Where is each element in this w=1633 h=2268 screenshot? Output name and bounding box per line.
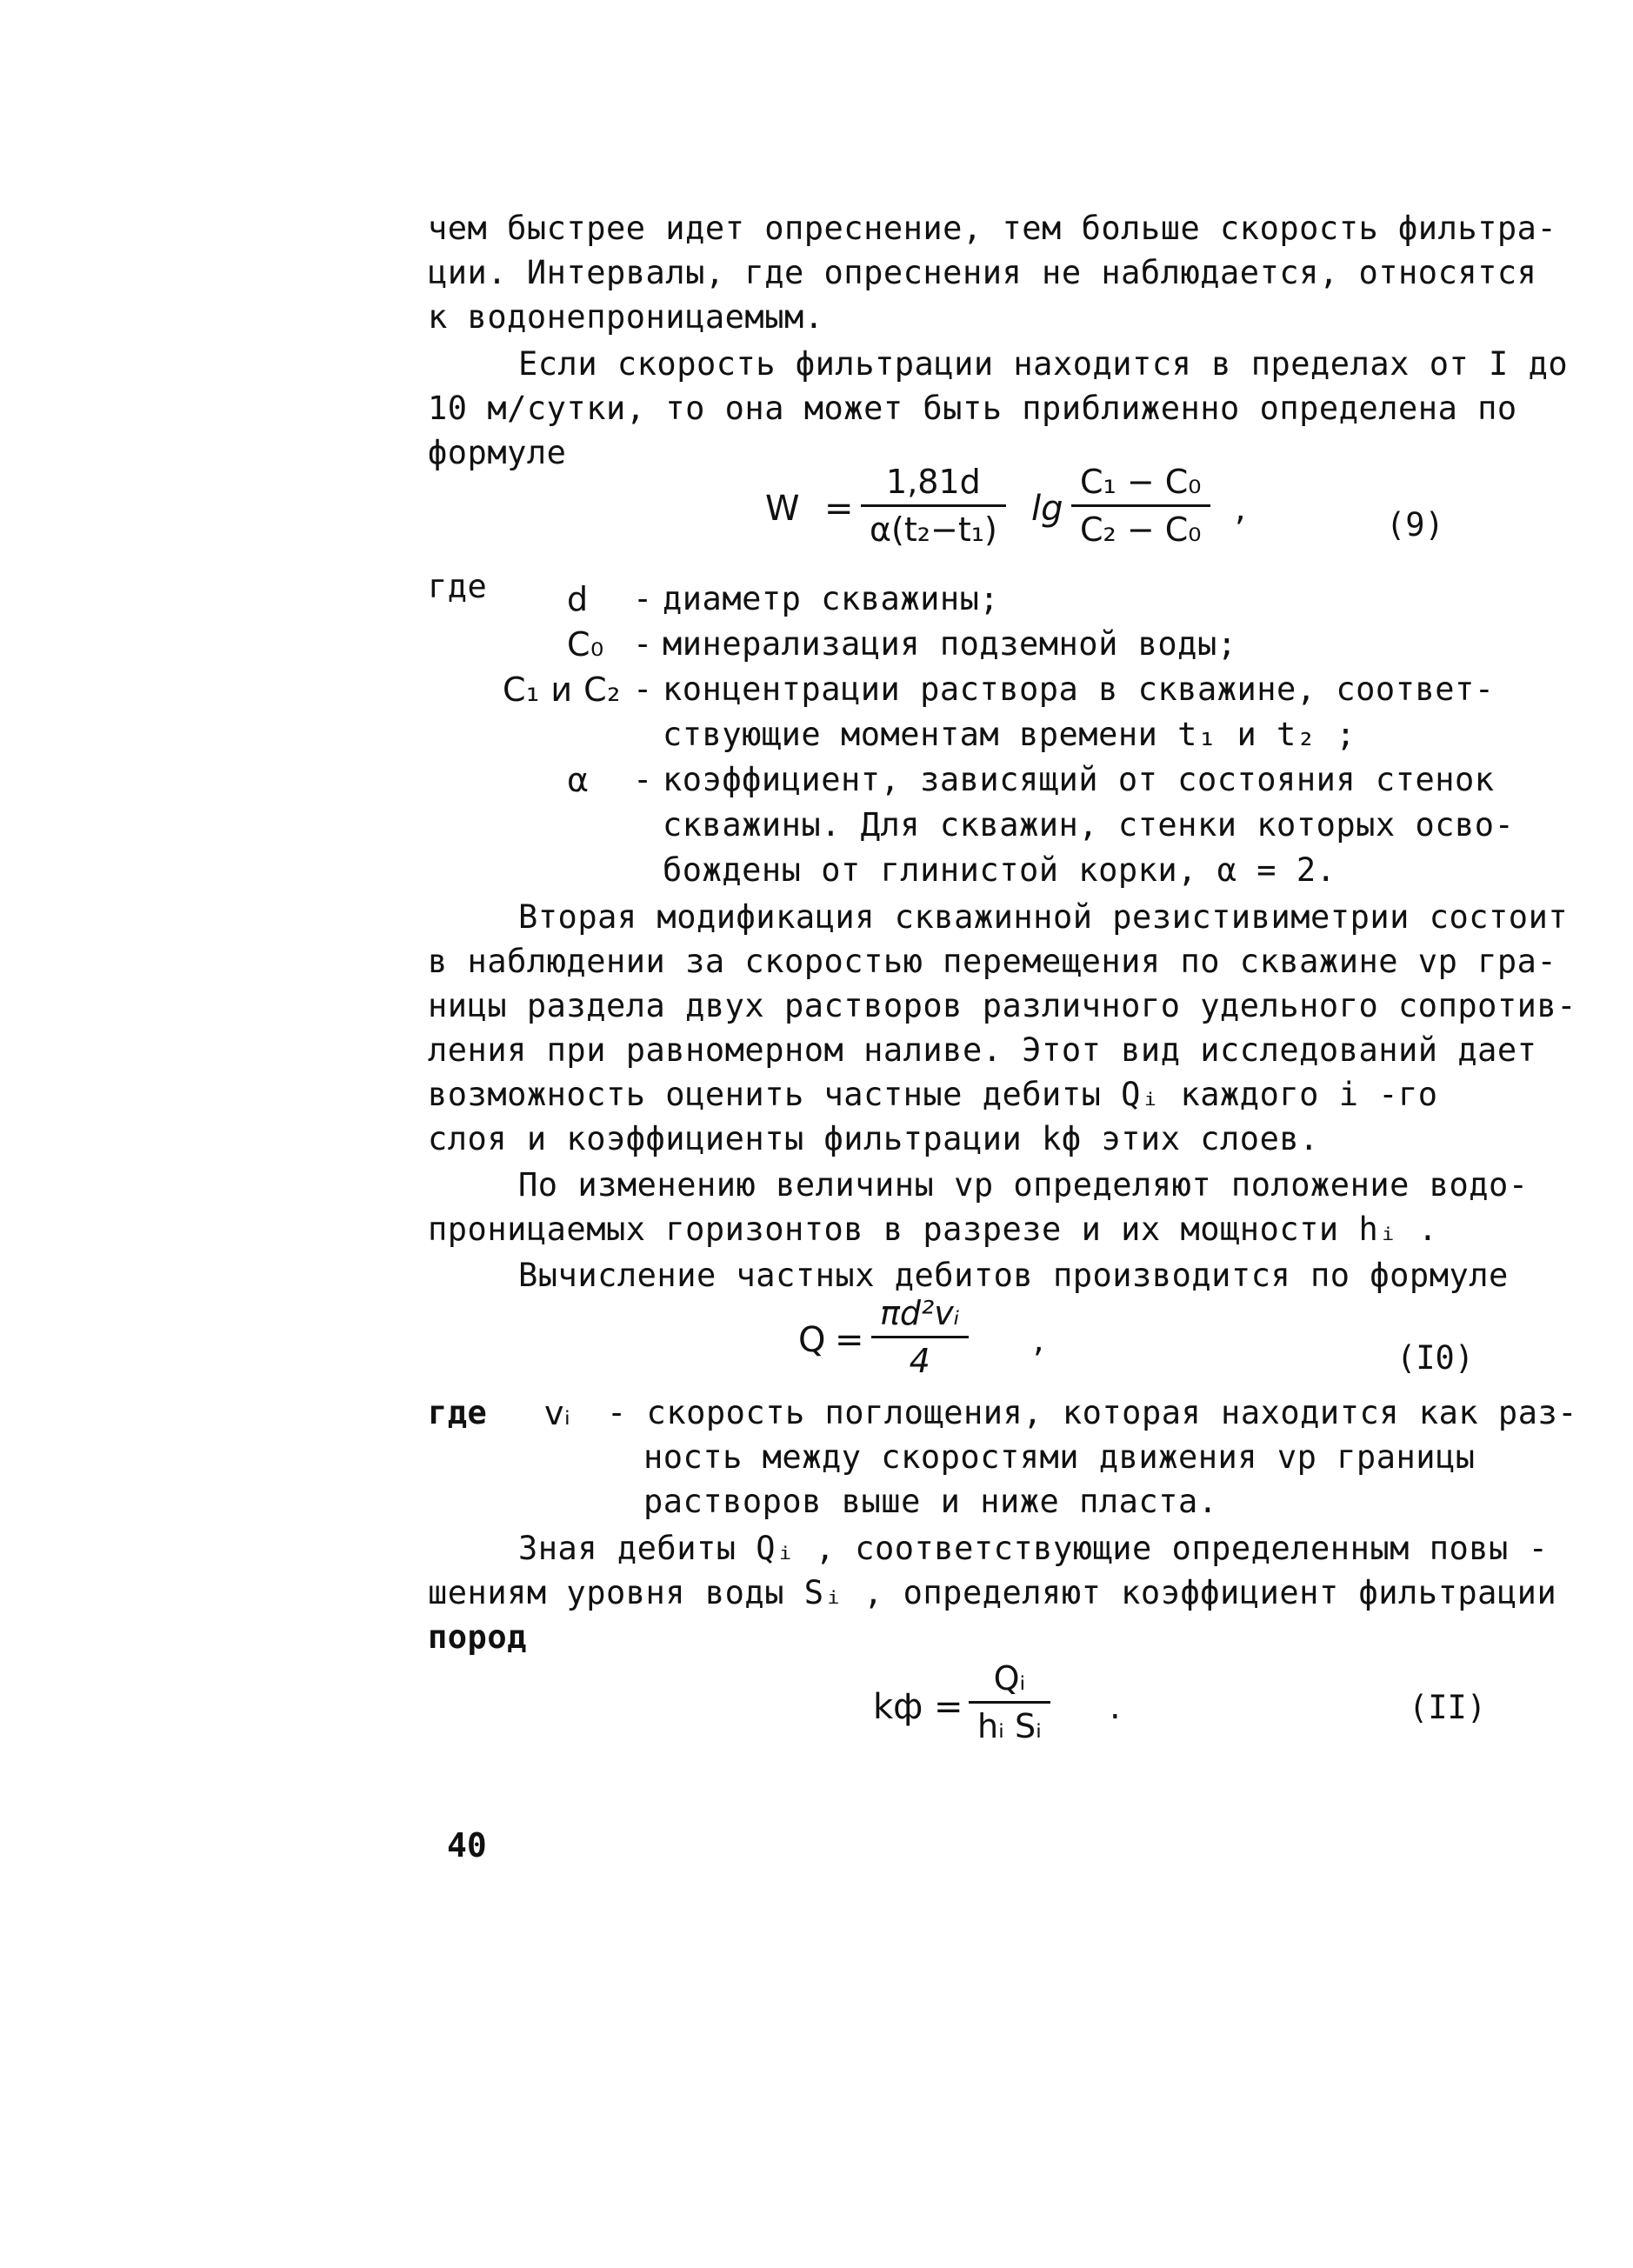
legend-symbol: α [567,761,590,799]
text-line: шениям уровня воды Sᵢ , определяют коэффициент фильтрации [428,1574,1557,1611]
text-line: в наблюдении за скоростью перемещения по скважине vр гра- [428,943,1557,980]
legend-dash: - [633,761,653,798]
formula-fraction [1071,463,1210,549]
formula-fraction [871,1294,969,1380]
formula-trail: . [1110,1687,1121,1727]
text-line: пород [428,1618,527,1656]
formula-trail: , [1235,489,1246,529]
fraction-numerator: Qᵢ [993,1659,1026,1698]
text-line: Зная дебиты Qᵢ , соответствующие определенным повы - [518,1530,1549,1567]
text-line: формуле [428,434,567,471]
text-line: 10 м/сутки, то она может быть приближенно определена по [428,390,1517,427]
text-line: По изменению величины vр определяют положение водо- [518,1166,1529,1204]
text-line: слоя и коэффициенты фильтрации kф этих слоев. [428,1120,1319,1157]
equation-number: (I0) [1396,1339,1475,1377]
fraction-denominator: hᵢ Sᵢ [977,1707,1042,1745]
fraction-denominator: α(t₂−t₁) [870,510,997,549]
where-label: где [428,568,488,605]
formula-lhs: kф [873,1687,923,1727]
legend-symbol: C₀ [567,625,604,664]
formula-equals: = [835,1320,864,1360]
text-line: Вторая модификация скважинной резистивиметрии состоит [518,898,1569,936]
formula-fraction [861,463,1006,549]
text-line: Если скорость фильтрации находится в пределах от I до [518,345,1569,383]
equation-number: (9) [1386,506,1444,544]
legend-text: минерализация подземной воды; [663,625,1237,663]
legend-symbol: d [567,580,589,618]
fraction-numerator: C₁ − C₀ [1080,463,1202,501]
text-line: чем быстрее идет опреснение, тем больше скорость фильтра- [428,210,1557,247]
fraction-denominator: 4 [909,1342,930,1380]
text-line: к водонепроницаемым. [428,298,824,336]
formula-equals: = [934,1687,963,1727]
where-label: где [428,1394,488,1431]
legend-text: ствующие моментам времени t₁ и t₂ ; [663,716,1356,753]
fraction-numerator: πd²vᵢ [880,1294,960,1332]
legend-symbol: C₁ и C₂ [503,670,621,709]
formula-lhs: W [765,489,800,529]
legend-symbol: vᵢ [544,1394,571,1432]
legend-text: коэффициент, зависящий от состояния стенок [663,761,1495,798]
legend-text: концентрации раствора в скважине, соответ- [663,670,1495,708]
formula-equals: = [824,489,854,529]
legend-text: бождены от глинистой корки, α = 2. [663,851,1336,889]
legend-text: диаметр скважины; [663,580,1000,617]
formula-trail: , [1033,1320,1044,1360]
text-line: Вычисление частных дебитов производится по формуле [518,1257,1509,1294]
legend-dash: - [633,625,653,663]
legend-text: - скорость поглощения, которая находится как раз- [607,1394,1578,1431]
formula-fraction [969,1659,1050,1745]
text-line: возможность оценить частные дебиты Qᵢ каждого i -го [428,1076,1438,1113]
text-line: ции. Интервалы, где опреснения не наблюдается, относятся [428,254,1537,291]
formula-log: lg [1031,489,1063,529]
fraction-denominator: C₂ − C₀ [1080,510,1202,549]
page-number: 40 [447,1826,487,1864]
legend-text: растворов выше и ниже пласта. [643,1483,1218,1520]
equation-number: (II) [1409,1689,1487,1726]
text-line: ницы раздела двух растворов различного удельного сопротив- [428,987,1577,1024]
legend-text: скважины. Для скважин, стенки которых осво- [663,806,1515,844]
fraction-numerator: 1,81d [886,463,981,501]
legend-dash: - [633,580,653,617]
text-line: проницаемых горизонтов в разрезе и их мощности hᵢ . [428,1211,1438,1248]
legend-text: ность между скоростями движения vр границы [643,1438,1476,1476]
text-line: ления при равномерном наливе. Этот вид исследований дает [428,1031,1537,1069]
legend-dash: - [633,670,653,708]
formula-lhs: Q [798,1320,826,1360]
